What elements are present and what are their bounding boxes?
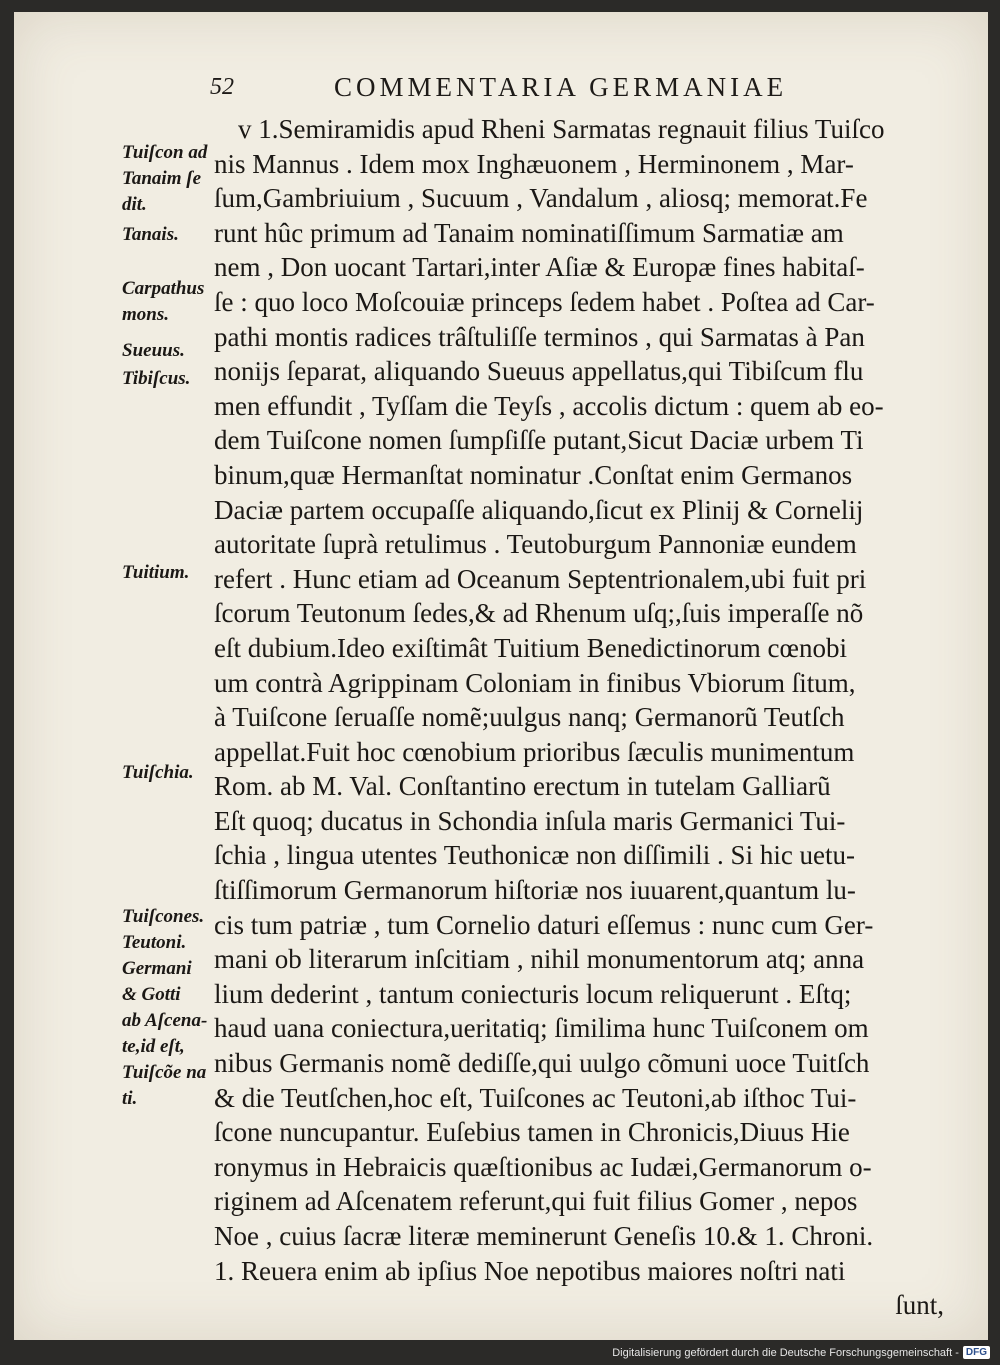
text-line: men effundit , Tyſſam die Teyſs , accolis dictum : quem ab eo- (214, 390, 884, 421)
text-line: pathi montis radices trâſtuliſſe terminos , qui Sarmatas à Pan (214, 321, 865, 352)
marginal-note-sueuus (122, 338, 242, 364)
dfg-logo: DFG (963, 1346, 990, 1359)
text-line: riginem ad Aſcenatem referunt,qui fuit filius Gomer , nepos (214, 1186, 858, 1217)
marginal-note-line: Sueuus. (122, 340, 185, 361)
digitization-credit (612, 1346, 990, 1359)
marginal-note-line: Tuitium. (122, 562, 190, 583)
text-line: & die Teutſchen,hoc eſt, Tuiſcones ac Teutoni,ab iſthoc Tui- (214, 1082, 857, 1113)
text-line: binum,quæ Hermanſtat nominatur .Conſtat enim Germanos (214, 459, 853, 490)
text-line: ronymus in Hebraicis quæſtionibus ac Iudæi,Germanorum o- (214, 1151, 872, 1182)
marginal-note-line: & Gotti (122, 984, 181, 1005)
text-line: ſe : quo loco Moſcouiæ princeps ſedem habet . Poſtea ad Car- (214, 286, 875, 317)
text-line: mani ob literarum inſcitiam , nihil monumentorum atq; anna (214, 944, 865, 975)
marginal-note-line: Tuiſcon ad (122, 142, 208, 163)
marginal-note-line: mons. (122, 304, 169, 325)
text-line: nis Mannus . Idem mox Inghæuonem , Herminonem , Mar- (214, 148, 854, 179)
text-line: à Tuiſcone ſeruaſſe nomẽ;uulgus nanq; Germanorũ Teutſch (214, 702, 845, 733)
marginal-note-line: Tanais. (122, 224, 179, 245)
text-line: Rom. ab M. Val. Conſtantino erectum in tutelam Galliarũ (214, 771, 831, 802)
marginal-note-line: ab Aſcena- (122, 1010, 208, 1031)
marginal-note-tuiscon (122, 140, 242, 218)
text-line: ſtiſſimorum Germanorum hiſtoriæ nos iuuarent,quantum lu- (214, 875, 856, 906)
main-text (214, 112, 952, 1323)
text-line: ſum,Gambriuium , Sucuum , Vandalum , aliosq; memorat.Fe (214, 183, 868, 214)
text-line: runt hûc primum ad Tanaim nominatiſſimum Sarmatiæ am (214, 217, 844, 248)
marginal-note-line: Tuiſcones. (122, 906, 205, 927)
text-line: appellat.Fuit hoc cœnobium prioribus ſæculis munimentum (214, 736, 855, 767)
text-line: nem , Don uocant Tartari,inter Aſiæ & Europæ fines habitaſ- (214, 252, 865, 283)
marginal-note-line: Teutoni. (122, 932, 187, 953)
page-number: 52 (210, 74, 234, 100)
text-line: lium dederint , tantum coniecturis locum reliquerunt . Eſtq; (214, 978, 852, 1009)
book-page (14, 12, 988, 1340)
marginal-note-line: Tuiſchia. (122, 762, 194, 783)
text-line: ſcorum Teutonum ſedes,& ad Rhenum uſq;,ſuis imperaſſe nõ (214, 598, 864, 629)
text-line: 1. Reuera enim ab ipſius Noe nepotibus maiores noſtri nati (214, 1255, 846, 1286)
running-head: COMMENTARIA GERMANIAE (334, 72, 788, 102)
text-line: cis tum patriæ , tum Cornelio daturi eſſemus : nunc cum Ger- (214, 909, 874, 940)
text-line: ſcone nuncupantur. Euſebius tamen in Chronicis,Diuus Hie (214, 1117, 850, 1148)
text-line: ſchia , lingua utentes Teuthonicæ non diſſimili . Si hic uetu- (214, 840, 856, 871)
text-line: Eſt quoq; ducatus in Schondia inſula maris Germanici Tui- (214, 805, 846, 836)
text-line: refert . Hunc etiam ad Oceanum Septentrionalem,ubi fuit pri (214, 563, 867, 594)
text-line: um contrà Agrippinam Coloniam in finibus Vbiorum ſitum, (214, 667, 856, 698)
marginal-note-tanais (122, 222, 242, 248)
marginal-note-tuitium (122, 560, 242, 586)
marginal-note-line: Carpathus (122, 278, 205, 299)
text-line: Daciæ partem occupaſſe aliquando,ſicut ex Plinij & Cornelij (214, 494, 864, 525)
marginal-note-tuischia (122, 760, 242, 786)
marginal-note-line: Tibiſcus. (122, 368, 191, 389)
text-line: autoritate ſuprà retulimus . Teutoburgum Pannoniæ eundem (214, 529, 857, 560)
credit-text: Digitalisierung gefördert durch die Deutsche Forschungsgemeinschaft - (612, 1346, 959, 1359)
marginal-note-line: Tanaim ſe (122, 168, 201, 189)
text-line: Noe , cuius ſacræ literæ meminerunt Geneſis 10.& 1. Chroni. (214, 1221, 874, 1251)
catchword: ſunt, (895, 1290, 944, 1321)
marginal-note-line: ti. (122, 1088, 138, 1109)
marginal-note-tuiscones (122, 904, 242, 1112)
text-line: eſt dubium.Ideo exiſtimât Tuitium Benedictinorum cœnobi (214, 632, 847, 663)
text-line: v 1.Semiramidis apud Rheni Sarmatas regnauit filius Tuiſco (238, 114, 885, 144)
marginal-note-line: Germani (122, 958, 192, 979)
text-line: haud uana coniectura,ueritatiq; ſimilima hunc Tuiſconem om (214, 1013, 869, 1044)
marginal-note-line: Tuiſcõe na (122, 1062, 207, 1083)
marginal-note-line: te,id eſt, (122, 1036, 185, 1057)
marginal-note-carpathus (122, 276, 242, 328)
text-line: nonijs ſeparat, aliquando Sueuus appellatus,qui Tibiſcum flu (214, 356, 864, 387)
text-line: nibus Germanis nomẽ dediſſe,qui uulgo cõmuni uoce Tuitſch (214, 1048, 870, 1079)
text-line: dem Tuiſcone nomen ſumpſiſſe putant,Sicut Daciæ urbem Ti (214, 425, 864, 456)
marginal-note-tibiscus (122, 366, 242, 392)
marginal-note-line: dit. (122, 194, 147, 215)
